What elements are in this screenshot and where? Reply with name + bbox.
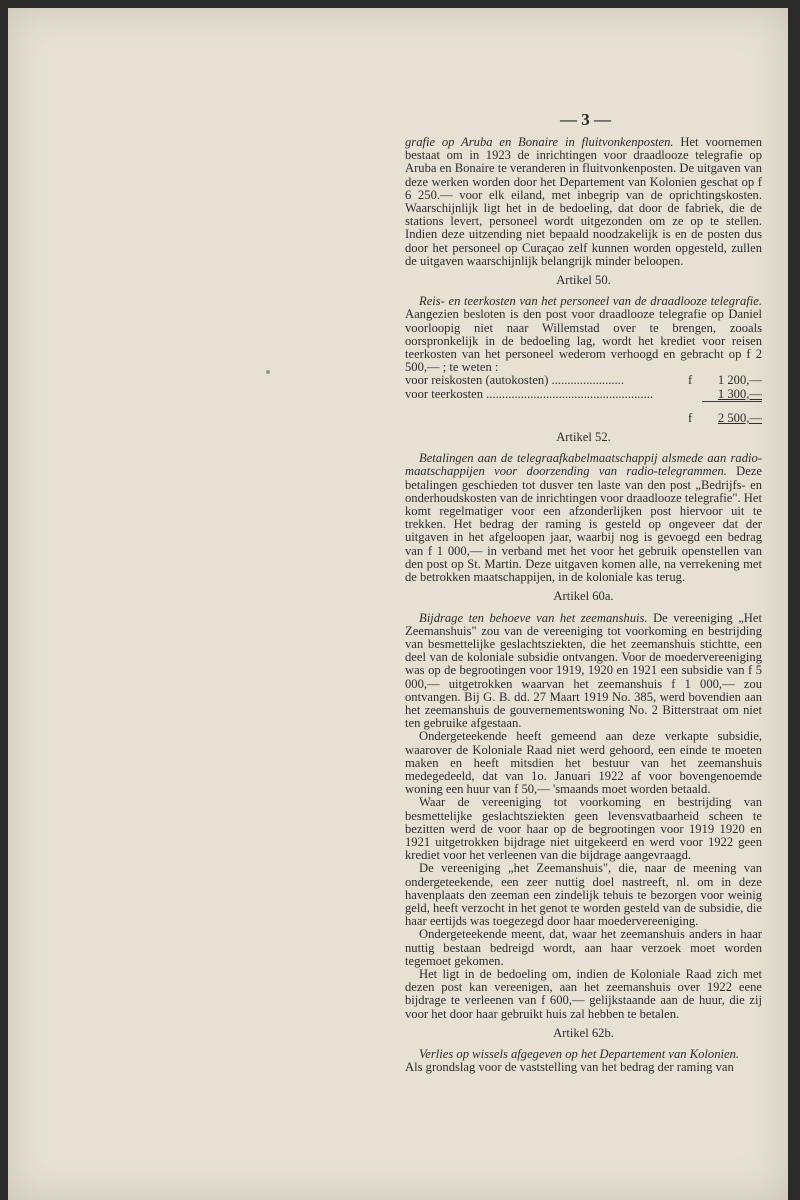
paragraph: Het ligt in de bedoeling om, indien de Koloniale Raad zich met dezen post kan vereenigen, aan het zeemanshuis over 1922 eene bijdrage te verleenen van f 600,— gelijkstaande aan de huur, die zij voor het door haar gebruikt huis zal hebben te betalen.: [405, 966, 762, 1021]
paragraph: Ondergeteekende heeft gemeend aan deze verkapte subsidie, waarover de Koloniale Raad niet werd gehoord, een einde te moeten maken en heeft mitsdien het bestuur van het zeemanshuis medegedeeld, dat van 1o. Januari 1922 af voor bovengenoemde woning een huur van f 50,— 'smaands moet worden betaald.: [405, 729, 762, 797]
ledger-label: voor teerkosten .....................................................: [405, 387, 654, 401]
paragraph-text: Het voornemen bestaat om in 1923 de inrichtingen voor draadlooze telegrafie op Aruba en Bonaire te veranderen in fluitvonkenposten. De uitgaven van deze werken worden door het Departement van Kolonien geschat op f 6 250.— voor elk eiland, met inbegrip van de oprichtingskosten. Waarschijnlijk ligt het in de bedoeling, dat door de fabriek, die de stations levert, personeel wordt uitgezonden om ze op te stellen. Indien deze uitzending niet bepaald noodzakelijk is en de posten dus door het personeel op Curaçao zelf kunnen worden opgesteld, zullen de uitgaven waarschijnlijk belangrijk minder beloopen.: [405, 135, 762, 268]
italic-heading: grafie op Aruba en Bonaire in fluitvonkenposten.: [405, 135, 674, 149]
ledger-currency: [688, 388, 702, 402]
page-number: — 3 —: [560, 110, 611, 129]
article-heading: Artikel 52.: [556, 430, 611, 445]
article-heading: Artikel 62b.: [553, 1025, 614, 1040]
italic-heading: Bijdrage ten behoeve van het zeemanshuis.: [419, 610, 648, 625]
ledger-label: voor reiskosten (autokosten) .......................: [405, 374, 624, 388]
paragraph-text: Deze betalingen geschieden tot dusver ten laste van den post „Bedrijfs- en onderhoudskosten van de inrichtingen voor draadlooze telegrafie". Het komt regelmatiger voor een afzonderlijken post hiervoor uit te trekken. Het bedrag der raming is gesteld op ongeveer dat der uitgaven in het afgeloopen jaar, waarbij nog is gevoegd een bedrag van f 1 000,— in verband met het voor het gebruik openstellen van den post op St. Martin. Deze uitgaven komen alle, na verrekening met de betrokken maatschappijen, in de koloniale kas terug.: [405, 464, 762, 585]
italic-heading: Verlies op wissels afgegeven op het Departement van Kolonien.: [419, 1047, 740, 1061]
paragraph-text: Aangezien besloten is den post voor draadlooze telegrafie op Daniel voorloopig niet naar Willemstad over te brengen, zooals oorspronkelijk in de bedoeling lag, wordt het krediet voor reisen teerkosten van het personeel wederom verhoogd en gebracht op f 2 500,— ; te weten :: [405, 307, 762, 375]
paragraph: [405, 136, 762, 268]
paragraph-text: De vereeniging „Het Zeemanshuis" zou van de vereeniging tot voorkoming en bestrijding van besmettelijke geslachtsziekten, die het zeemanshuis stichtte, een deel van de koloniale subsidie ontvangen. Voor de moedervereeniging was op de begrootingen voor 1919, 1920 en 1921 een subsidie van f 5 000,— uitgetrokken waarvan het zeemanshuis f 1 000,— zou ontvangen. Bij G. B. dd. 27 Maart 1919 No. 385, werd bovendien aan het zeemanshuis de gouvernementswoning No. 2 Bitterstraat om niet ten gebruike afgestaan.: [405, 610, 762, 731]
ledger-row: [405, 374, 762, 387]
ledger-amount: 1 200,—: [717, 373, 762, 388]
ledger-spacer: [405, 401, 688, 425]
ledger-total-row: [405, 401, 762, 425]
italic-heading: Betalingen aan de telegraafkabelmaatschappij alsmede aan radio-maatschappijen voor doorzending van radio-telegrammen.: [405, 451, 762, 479]
ledger-row: [405, 388, 762, 402]
text-column: [405, 136, 762, 1074]
paragraph: [405, 612, 762, 731]
article-heading: Artikel 50.: [556, 273, 611, 288]
document-page: [8, 8, 788, 1200]
paragraph: [405, 295, 762, 374]
ledger-amount: 1 300,—: [717, 386, 762, 401]
article-heading: Artikel 60a.: [553, 589, 614, 604]
ledger-total-amount: 2 500,—: [702, 401, 762, 425]
paragraph: De vereeniging „het Zeemanshuis", die, naar de meening van ondergeteekende, een zeer nuttig doel nastreeft, nl. om in deze havenplaats den zeeman een zindelijk tehuis te bezorgen voor weinig geld, heeft verzocht in het genot te worden gesteld van de subsidie, die haar eertijds was toegezegd door haar moedervereeniging.: [405, 861, 762, 929]
stain-mark: [266, 370, 270, 374]
paragraph: [405, 452, 762, 584]
italic-heading: Reis- en teerkosten van het personeel van de draadlooze telegrafie.: [419, 294, 762, 309]
cost-ledger: [405, 374, 762, 425]
paragraph-text: Als grondslag voor de vaststelling van het bedrag der raming van: [405, 1060, 734, 1075]
paragraph: Waar de vereeniging tot voorkoming en bestrijding van besmettelijke geslachtsziekten geen levensvatbaarheid scheen te bezitten werd de voor haar op de begrootingen voor 1919 1920 en 1921 uitgetrokken bijdrage niet uitgekeerd en werd voor 1922 geen krediet voor het verleenen van die bijdrage aangevraagd.: [405, 795, 762, 863]
paragraph: Ondergeteekende meent, dat, waar het zeemanshuis anders in haar nuttig bestaan bedreigd wordt, aan haar verzoek moet worden tegemoet gekomen.: [405, 927, 762, 968]
ledger-currency: f: [688, 410, 693, 425]
ledger-currency: f: [688, 373, 693, 388]
